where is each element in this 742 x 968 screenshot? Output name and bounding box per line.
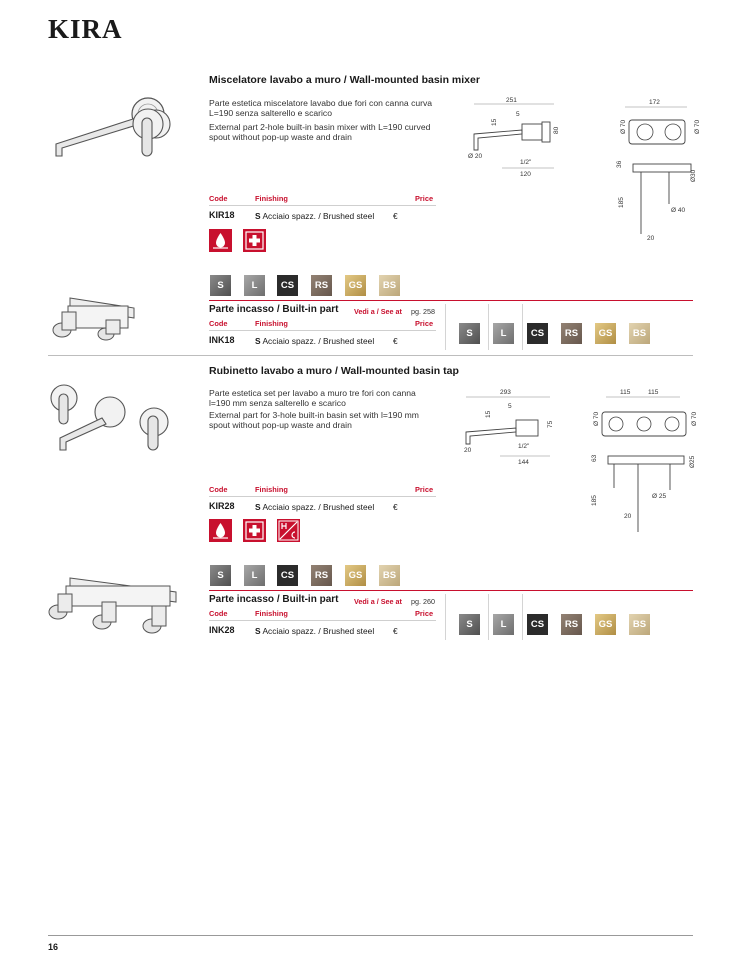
swatch-bs[interactable]: BS bbox=[379, 275, 400, 296]
hot-cold-icon bbox=[277, 519, 300, 542]
divider bbox=[209, 205, 436, 206]
dim-172: 172 bbox=[649, 99, 660, 106]
product-code: INK18 bbox=[209, 335, 235, 345]
price-currency: € bbox=[393, 211, 398, 221]
see-at-page-link[interactable]: pg. 258 bbox=[411, 307, 435, 316]
header-finishing: Finishing bbox=[255, 609, 288, 618]
header-finishing: Finishing bbox=[255, 194, 288, 203]
swatch-rs[interactable]: RS bbox=[311, 565, 332, 586]
swatch-bs[interactable]: BS bbox=[629, 323, 650, 344]
column-divider bbox=[522, 304, 523, 350]
swatch-l[interactable]: L bbox=[244, 275, 265, 296]
red-divider bbox=[209, 300, 693, 301]
builtin2-title: Parte incasso / Built-in part bbox=[209, 594, 339, 605]
header-finishing: Finishing bbox=[255, 319, 288, 328]
swatch-s[interactable]: S bbox=[210, 565, 231, 586]
price-currency: € bbox=[393, 502, 398, 512]
see-at-page-link[interactable]: pg. 260 bbox=[411, 597, 435, 606]
product-image-kir18-handle bbox=[128, 104, 168, 160]
finishing-cell: S Acciaio spazz. / Brushed steel bbox=[255, 626, 375, 636]
red-divider bbox=[209, 590, 693, 591]
header-code: Code bbox=[209, 485, 228, 494]
swatch-gs[interactable]: GS bbox=[345, 565, 366, 586]
dim-15: 15 bbox=[485, 410, 492, 418]
swatch-bs[interactable]: BS bbox=[629, 614, 650, 635]
header-price: Price bbox=[415, 194, 434, 203]
finishing-cell: S Acciaio spazz. / Brushed steel bbox=[255, 502, 375, 512]
technical-drawing-front-kir28 bbox=[582, 386, 698, 536]
dim-d70a: Ø 70 bbox=[620, 119, 627, 134]
dim-d25: Ø25 bbox=[689, 455, 696, 468]
swatch-s[interactable]: S bbox=[210, 275, 231, 296]
finishing-cell: S Acciaio spazz. / Brushed steel bbox=[255, 336, 375, 346]
swatch-gs[interactable]: GS bbox=[595, 323, 616, 344]
dim-293: 293 bbox=[500, 389, 511, 396]
section1-desc-en: External part 2-hole built-in basin mixer with L=190 curved spout without pop-up waste and drain bbox=[209, 122, 431, 143]
dim-15: 15 bbox=[491, 118, 498, 126]
swatch-rs[interactable]: RS bbox=[561, 614, 582, 635]
header-price: Price bbox=[415, 609, 434, 618]
swatch-s[interactable]: S bbox=[459, 614, 480, 635]
product-image-kir28-handle bbox=[134, 404, 176, 454]
water-saving-icon bbox=[209, 519, 232, 542]
dim-20b: 20 bbox=[647, 235, 655, 242]
technical-drawing-side-kir18 bbox=[462, 94, 572, 182]
dim-80: 80 bbox=[553, 126, 560, 134]
dim-5: 5 bbox=[516, 111, 520, 118]
dim-120: 120 bbox=[520, 171, 531, 178]
dim-20: 20 bbox=[464, 447, 472, 454]
swatch-l[interactable]: L bbox=[493, 614, 514, 635]
dim-20b: 20 bbox=[624, 513, 632, 520]
header-code: Code bbox=[209, 319, 228, 328]
swiss-quality-icon bbox=[243, 229, 266, 252]
technical-drawing-front-kir18 bbox=[605, 94, 701, 244]
page-number: 16 bbox=[48, 942, 59, 952]
water-saving-icon bbox=[209, 229, 232, 252]
section1-title: Miscelatore lavabo a muro / Wall-mounted basin mixer bbox=[209, 74, 480, 86]
dim-115b: 115 bbox=[648, 389, 659, 396]
dim-d25b: Ø 25 bbox=[652, 493, 667, 500]
dim-d70a: Ø 70 bbox=[593, 411, 600, 426]
dim-75: 75 bbox=[547, 420, 554, 428]
swatch-l[interactable]: L bbox=[493, 323, 514, 344]
divider bbox=[209, 330, 436, 331]
see-at-label: Vedi a / See at bbox=[354, 307, 402, 316]
header-code: Code bbox=[209, 609, 228, 618]
builtin-image-ink18 bbox=[48, 290, 144, 346]
swatch-s[interactable]: S bbox=[459, 323, 480, 344]
header-code: Code bbox=[209, 194, 228, 203]
dim-63: 63 bbox=[591, 454, 598, 462]
product-code: KIR28 bbox=[209, 501, 235, 511]
column-divider bbox=[488, 594, 489, 640]
dim-half-inch: 1/2" bbox=[520, 159, 532, 166]
header-price: Price bbox=[415, 485, 434, 494]
brand-logo: KIRA bbox=[48, 14, 123, 44]
dim-144: 144 bbox=[518, 459, 529, 466]
dim-d20: Ø 20 bbox=[468, 153, 483, 160]
section2-desc-en: External part for 3-hole built-in basin set with l=190 mm spout without pop-up waste and drain bbox=[209, 410, 419, 431]
dim-36: 36 bbox=[616, 160, 623, 168]
dim-185: 185 bbox=[591, 495, 598, 506]
column-divider bbox=[522, 594, 523, 640]
section-divider bbox=[48, 355, 693, 356]
product-code: KIR18 bbox=[209, 210, 235, 220]
swatch-gs[interactable]: GS bbox=[595, 614, 616, 635]
section1-desc-it: Parte estetica miscelatore lavabo due fori con canna curva L=190 senza salterello e scarico bbox=[209, 98, 433, 119]
builtin1-title: Parte incasso / Built-in part bbox=[209, 304, 339, 315]
swatch-cs[interactable]: CS bbox=[277, 565, 298, 586]
dim-185: 185 bbox=[618, 197, 625, 208]
swatch-cs[interactable]: CS bbox=[527, 614, 548, 635]
swatch-cs[interactable]: CS bbox=[277, 275, 298, 296]
swatch-rs[interactable]: RS bbox=[311, 275, 332, 296]
footer-divider bbox=[48, 935, 693, 936]
dim-d70b: Ø 70 bbox=[694, 119, 701, 134]
dim-d30: Ø30 bbox=[690, 169, 697, 182]
swatch-bs[interactable]: BS bbox=[379, 565, 400, 586]
swatch-l[interactable]: L bbox=[244, 565, 265, 586]
swatch-rs[interactable]: RS bbox=[561, 323, 582, 344]
dim-d70b: Ø 70 bbox=[691, 411, 698, 426]
technical-drawing-side-kir28 bbox=[460, 386, 560, 470]
dim-half-inch: 1/2" bbox=[518, 443, 530, 450]
product-code: INK28 bbox=[209, 625, 235, 635]
column-divider bbox=[445, 304, 446, 350]
header-price: Price bbox=[415, 319, 434, 328]
swiss-quality-icon bbox=[243, 519, 266, 542]
section2-desc-it: Parte estetica set per lavabo a muro tre fori con canna l=190 mm senza salterello e scarico bbox=[209, 388, 416, 409]
price-currency: € bbox=[393, 336, 398, 346]
swatch-gs[interactable]: GS bbox=[345, 275, 366, 296]
see-at-label: Vedi a / See at bbox=[354, 597, 402, 606]
dim-115a: 115 bbox=[620, 389, 631, 396]
divider bbox=[209, 620, 436, 621]
price-currency: € bbox=[393, 626, 398, 636]
product-image-kir28 bbox=[48, 382, 138, 458]
column-divider bbox=[445, 594, 446, 640]
dim-251: 251 bbox=[506, 97, 517, 104]
finishing-cell: S Acciaio spazz. / Brushed steel bbox=[255, 211, 375, 221]
swatch-cs[interactable]: CS bbox=[527, 323, 548, 344]
section2-title: Rubinetto lavabo a muro / Wall-mounted basin tap bbox=[209, 365, 459, 377]
divider bbox=[209, 496, 436, 497]
header-finishing: Finishing bbox=[255, 485, 288, 494]
builtin-image-ink28 bbox=[46, 572, 182, 636]
dim-5: 5 bbox=[508, 403, 512, 410]
dim-d40: Ø 40 bbox=[671, 207, 686, 214]
column-divider bbox=[488, 304, 489, 350]
